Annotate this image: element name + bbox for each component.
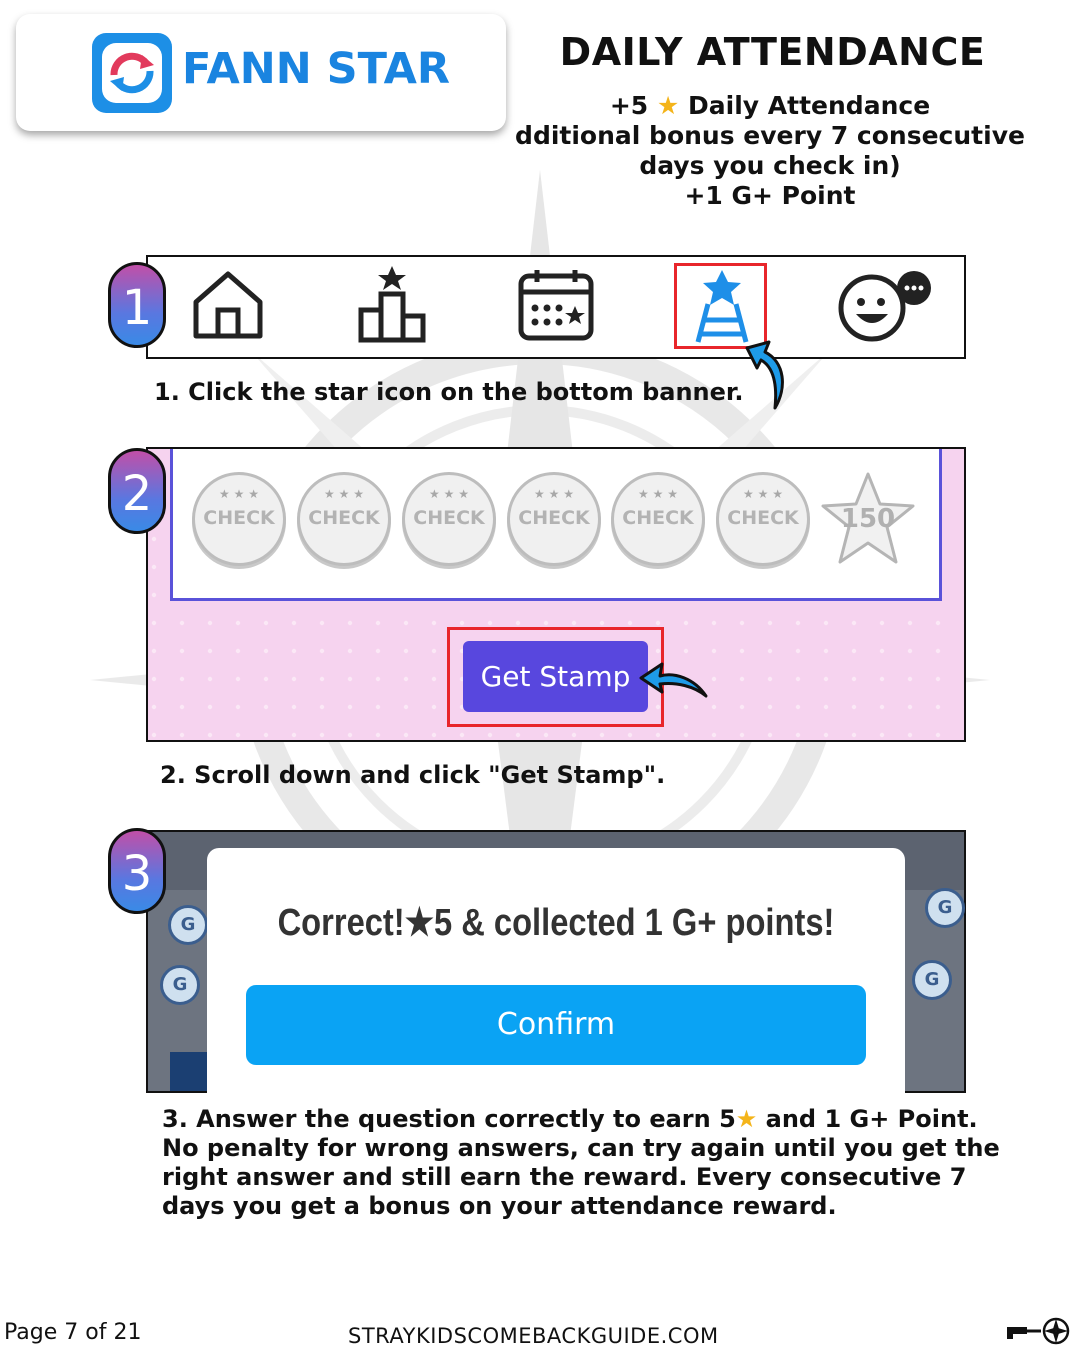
step-2-badge: 2 bbox=[108, 448, 166, 534]
reward-amount: +5 bbox=[609, 91, 649, 120]
get-stamp-button[interactable]: Get Stamp bbox=[463, 641, 648, 712]
step-1-badge: 1 bbox=[108, 262, 166, 348]
step-3-caption-line-4: days you get a bonus on your attendance reward. bbox=[162, 1192, 837, 1220]
g-coin-icon: G bbox=[168, 905, 208, 945]
confirm-button[interactable]: Confirm bbox=[246, 985, 866, 1065]
g-coin-icon: G bbox=[160, 965, 200, 1005]
check-stamp: ★ ★ ★ CHECK bbox=[402, 472, 496, 566]
step-2-caption: 2. Scroll down and click "Get Stamp". bbox=[160, 761, 666, 789]
check-stamp: ★ ★ ★ CHECK bbox=[507, 472, 601, 566]
pointer-arrow-icon bbox=[745, 338, 791, 412]
pointer-arrow-icon bbox=[638, 656, 710, 700]
reward-line-4: +1 G+ Point bbox=[684, 181, 856, 210]
reward-label: Daily Attendance bbox=[688, 91, 931, 120]
check-stamp: ★ ★ ★ CHECK bbox=[716, 472, 810, 566]
result-message: Correct!★5 & collected 1 G+ points! bbox=[277, 902, 835, 944]
calendar-icon[interactable] bbox=[517, 268, 595, 342]
dimmed-tile bbox=[170, 1052, 210, 1093]
reward-line-1 bbox=[520, 91, 1020, 121]
bonus-value: 150 bbox=[840, 504, 896, 534]
result-dialog bbox=[207, 848, 905, 1108]
page-title: DAILY ATTENDANCE bbox=[559, 30, 986, 74]
logo-text: FANN STAR bbox=[182, 44, 451, 94]
key-compass-icon bbox=[1005, 1316, 1073, 1346]
step-3-badge: 3 bbox=[108, 828, 166, 914]
check-stamp: ★ ★ ★ CHECK bbox=[297, 472, 391, 566]
step-3-caption-line-3: right answer and still earn the reward. Every consecutive 7 bbox=[162, 1163, 967, 1191]
star-icon: ★ bbox=[656, 91, 680, 120]
page-number: Page 7 of 21 bbox=[4, 1320, 142, 1345]
check-stamp: ★ ★ ★ CHECK bbox=[192, 472, 286, 566]
site-url: STRAYKIDSCOMEBACKGUIDE.COM bbox=[348, 1324, 719, 1348]
g-coin-icon: G bbox=[912, 960, 952, 1000]
step-3-caption-line-1: 3. Answer the question correctly to earn 5★ and 1 G+ Point. bbox=[162, 1105, 978, 1133]
check-stamp: ★ ★ ★ CHECK bbox=[611, 472, 705, 566]
step-1-caption: 1. Click the star icon on the bottom banner. bbox=[154, 378, 744, 406]
smiley-chat-icon[interactable] bbox=[836, 270, 934, 344]
ranking-icon[interactable] bbox=[357, 264, 427, 344]
step-3-caption-line-2: No penalty for wrong answers, can try again until you get the bbox=[162, 1134, 1000, 1162]
star-ladder-icon[interactable] bbox=[690, 268, 754, 344]
fann-star-logo-icon bbox=[92, 33, 172, 113]
g-coin-icon: G bbox=[925, 888, 965, 928]
home-icon[interactable] bbox=[190, 268, 266, 342]
star-icon: ★ bbox=[735, 1105, 758, 1133]
reward-line-2: dditional bonus every 7 consecutive bbox=[515, 121, 1025, 150]
reward-line-3: days you check in) bbox=[639, 151, 901, 180]
